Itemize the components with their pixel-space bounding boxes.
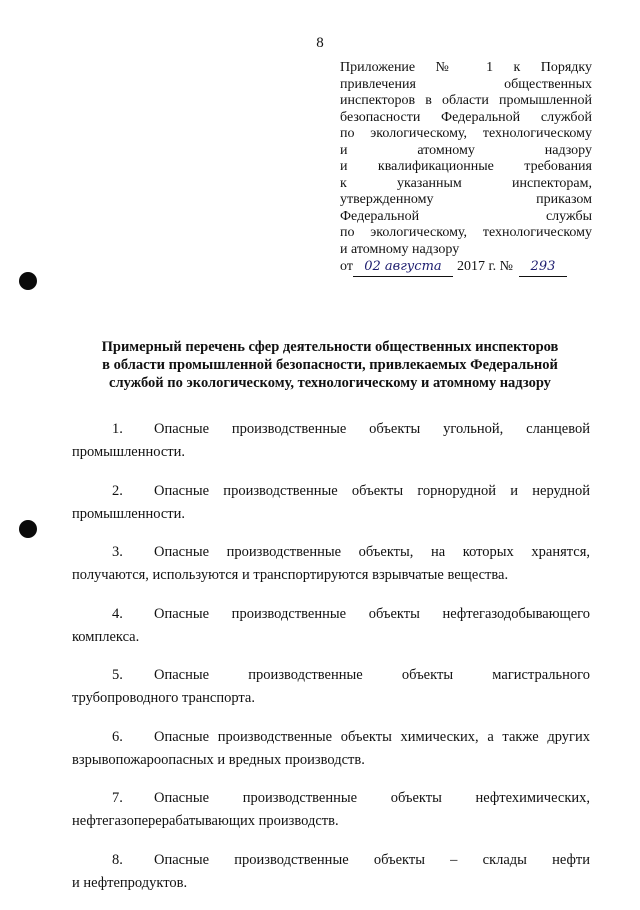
year-text: 2017 г. № <box>456 259 513 274</box>
item-text-continued: комплекса. <box>72 628 140 645</box>
spheres-list <box>72 418 590 910</box>
item-text-continued: взрывопожароопасных и вредных производств. <box>72 751 365 768</box>
title-line: службой по экологическому, технологическому и атомному надзору <box>109 375 551 391</box>
appendix-line: инспекторов в области промышленной <box>340 93 592 108</box>
page-number: 8 <box>316 35 324 51</box>
list-item <box>72 480 590 526</box>
appendix-line: привлечения общественных <box>340 76 592 92</box>
title-line: в области промышленной безопасности, привлекаемых Федеральной <box>102 357 558 373</box>
item-number: 5. <box>112 667 123 683</box>
list-item <box>72 849 590 895</box>
punch-hole-top <box>19 272 37 290</box>
item-text: Опасные производственные объекты горнорудной и нерудной <box>154 482 590 499</box>
appendix-line: и атомному надзору <box>340 142 592 158</box>
appendix-line: к указанным инспекторам, <box>340 175 592 191</box>
handwritten-date: 02 августа <box>353 259 453 277</box>
handwritten-order-number: 293 <box>519 259 567 277</box>
appendix-line: безопасности Федеральной службой <box>340 109 592 125</box>
item-number: 1. <box>112 421 123 437</box>
item-number: 2. <box>112 482 123 499</box>
document-title <box>60 338 600 392</box>
item-text: Опасные производственные объекты угольной, сланцевой <box>154 421 590 437</box>
list-item <box>72 603 590 649</box>
item-number: 8. <box>112 851 123 868</box>
item-text: Опасные производственные объекты – склады нефти <box>154 851 590 868</box>
list-item <box>72 664 590 710</box>
item-text-continued: трубопроводного транспорта. <box>72 690 255 706</box>
item-text: Опасные производственные объекты магистрального <box>154 667 590 683</box>
appendix-block <box>340 60 592 277</box>
appendix-line: и квалификационные требования <box>340 159 592 174</box>
item-text: Опасные производственные объекты нефтегазодобывающего <box>154 605 590 622</box>
punch-hole-bottom <box>19 520 37 538</box>
item-text-continued: промышленности. <box>72 444 186 460</box>
item-number: 4. <box>112 605 123 622</box>
item-text: Опасные производственные объекты химических, а также других <box>154 728 590 745</box>
order-date-line <box>340 259 592 277</box>
list-item <box>72 418 590 464</box>
item-text-continued: и нефтепродуктов. <box>72 874 188 891</box>
appendix-line: и атомному надзору <box>340 241 460 257</box>
appendix-line: Приложение № 1 к Порядку <box>340 60 592 75</box>
item-number: 6. <box>112 728 123 745</box>
appendix-line: по экологическому, технологическому <box>340 126 592 141</box>
list-item <box>72 726 590 772</box>
appendix-line: утвержденному приказом <box>340 192 592 207</box>
list-item <box>72 787 590 833</box>
title-line: Примерный перечень сфер деятельности общественных инспекторов <box>101 339 559 355</box>
list-item <box>72 541 590 587</box>
item-text: Опасные производственные объекты, на которых хранятся, <box>154 544 590 560</box>
item-text: Опасные производственные объекты нефтехимических, <box>154 790 590 806</box>
item-text-continued: нефтегазоперерабатывающих производств. <box>72 813 339 829</box>
item-number: 7. <box>112 790 123 806</box>
item-number: 3. <box>112 544 123 560</box>
item-text-continued: промышленности. <box>72 505 186 522</box>
appendix-line: по экологическому, технологическому <box>340 225 592 240</box>
date-prefix: от <box>340 259 353 274</box>
item-text-continued: получаются, используются и транспортируются взрывчатые вещества. <box>72 567 509 583</box>
appendix-line: Федеральной службы <box>340 208 592 224</box>
